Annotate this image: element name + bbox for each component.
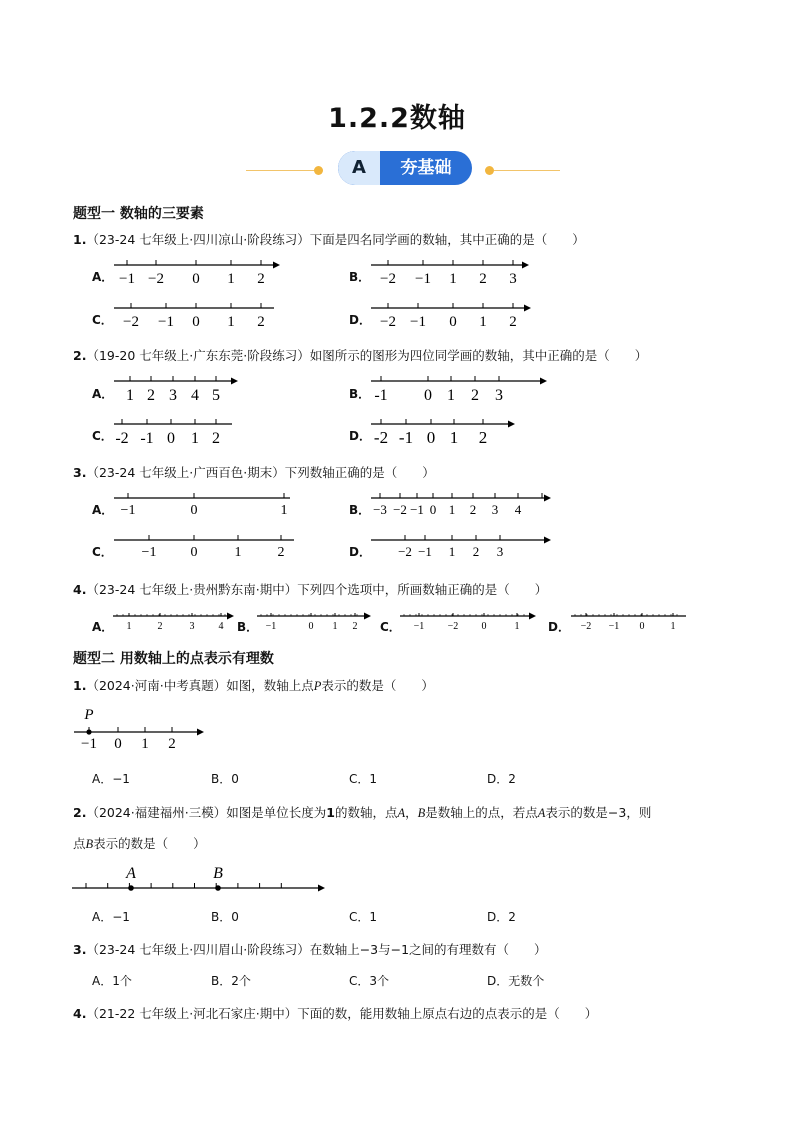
level-badge: [338, 151, 472, 185]
tick-label: 1: [449, 428, 459, 447]
page-title: 1.2.2数轴: [328, 103, 466, 134]
option-label-d: D．: [548, 620, 570, 634]
tick-label: 0: [114, 736, 122, 752]
point-a: [128, 885, 134, 891]
axis-arrowhead: [529, 613, 536, 620]
choice-a: A．−1: [92, 772, 130, 786]
tick-label: −2: [123, 314, 139, 330]
tick-label: -1: [140, 430, 154, 447]
tick-label: 2: [212, 430, 220, 447]
tick-label: −1: [410, 502, 424, 517]
section-heading-1: 题型一 数轴的三要素: [73, 206, 204, 222]
tick-label: −1: [119, 271, 135, 287]
tick-label: −1: [415, 271, 431, 287]
tick-label: −1: [608, 621, 620, 632]
banner-line-left: [246, 170, 316, 171]
tick-label: 3: [491, 502, 499, 517]
option-label-b: B．: [349, 503, 371, 517]
question-text: 在数轴上−3与−1之间的有理数有（ ）: [309, 942, 547, 957]
option-label-a: A．: [92, 503, 114, 517]
question-number: 4.: [73, 582, 87, 597]
choice-c: C．1: [349, 772, 378, 786]
numberline-s1q3-a: [112, 490, 297, 520]
tick-label: 1: [227, 314, 235, 330]
tick-label: −2: [398, 544, 412, 559]
choice-a: A．−1: [92, 910, 130, 924]
numberline-s1q3-b: [369, 490, 554, 520]
numberline-s1q1-c: [112, 300, 282, 330]
question-s2-q2-line2: [73, 834, 206, 852]
point-p: [86, 729, 91, 734]
option-label-c: C．: [92, 545, 113, 559]
option-label-b: B．: [349, 270, 371, 284]
tick-label: −1: [81, 736, 97, 752]
question-text: ，: [405, 805, 418, 820]
tick-label: 2: [257, 314, 265, 330]
numberline-s1q4-b: [256, 610, 376, 634]
tick-label: 1: [449, 271, 457, 287]
tick-label: 4: [191, 387, 199, 404]
tick-label: 1: [191, 430, 199, 447]
axis-arrowhead: [540, 378, 547, 385]
question-text: 下面的数，能用数轴上原点右边的点表示的是（ ）: [297, 1006, 598, 1021]
choice-b: B．0: [211, 772, 239, 786]
choice-c: C．3个: [349, 974, 390, 988]
question-source: （2024·福建福州·三模）: [86, 805, 227, 820]
question-text: 下列数轴正确的是（ ）: [284, 465, 435, 480]
point-label: B: [213, 865, 223, 882]
tick-label: 0: [424, 387, 432, 404]
question-s1-q4: [73, 580, 547, 598]
option-label-a: A．: [92, 270, 114, 284]
question-s2-q2-line1: [73, 803, 651, 821]
numberline-s1q2-b: [369, 373, 551, 405]
tick-label: 1: [141, 736, 149, 752]
question-number: 1.: [73, 232, 87, 247]
axis-arrowhead: [318, 885, 325, 892]
banner-dot-left: [314, 166, 323, 175]
question-text-b: 表示的数是（ ）: [321, 678, 434, 693]
question-s2-q4: [73, 1004, 597, 1022]
badge-label: 夯基础: [400, 158, 452, 178]
tick-label: −2: [393, 502, 407, 517]
tick-label: −1: [141, 545, 157, 560]
question-text: 表示的数是−3，则: [545, 805, 652, 820]
tick-label: −1: [120, 503, 136, 518]
choice-a: A．1个: [92, 974, 132, 988]
tick-label: 2: [472, 544, 480, 559]
question-source: （21-22 七年级上·河北石家庄·期中）: [86, 1006, 298, 1021]
numberline-points-a-b: [70, 862, 330, 898]
tick-label: 1: [280, 503, 288, 518]
question-text: 点: [73, 836, 86, 851]
banner-dot-right: [485, 166, 494, 175]
tick-label: 2: [479, 271, 487, 287]
tick-label: 2: [168, 736, 176, 752]
variable-b: B: [85, 837, 94, 851]
question-source: （23-24 七年级上·广西百色·期末）: [86, 465, 285, 480]
tick-label: −2: [447, 621, 459, 632]
axis-arrowhead: [273, 262, 280, 269]
tick-label: −2: [148, 271, 164, 287]
numberline-s1q2-a: [112, 373, 242, 405]
option-label-b: B．: [349, 387, 371, 401]
tick-label: −2: [380, 271, 396, 287]
numberline-s1q1-d: [369, 300, 539, 330]
tick-label: 4: [218, 621, 224, 632]
tick-label: 2: [478, 428, 488, 447]
tick-label: 5: [212, 387, 220, 404]
question-source: （2024·河南·中考真题）: [86, 678, 227, 693]
tick-label: -2: [373, 428, 389, 447]
tick-label: 3: [189, 621, 195, 632]
tick-label: 0: [190, 545, 198, 560]
question-text: 是数轴上的点，若点: [425, 805, 538, 820]
question-text: 下列四个选项中，所画数轴正确的是（ ）: [297, 582, 548, 597]
choice-d: D．无数个: [487, 974, 545, 988]
tick-label: 3: [496, 544, 504, 559]
tick-label: 1: [514, 621, 520, 632]
tick-label: 0: [429, 502, 437, 517]
tick-label: −1: [418, 544, 432, 559]
tick-label: 1: [448, 502, 456, 517]
tick-label: 1: [332, 621, 338, 632]
tick-label: 1: [227, 271, 235, 287]
question-number: 1.: [73, 678, 87, 693]
variable-b: B: [417, 806, 426, 820]
question-s2-q3: [73, 940, 547, 958]
question-number: 3.: [73, 465, 87, 480]
question-s1-q3: [73, 463, 435, 481]
question-text: 的数轴，点: [334, 805, 398, 820]
unit-length: 1: [326, 805, 335, 820]
tick-label: 1: [234, 545, 242, 560]
question-source: （23-24 七年级上·贵州黔东南·期中）: [86, 582, 298, 597]
numberline-s1q2-c: [112, 416, 237, 448]
choice-d: D．2: [487, 910, 516, 924]
tick-label: 3: [495, 387, 503, 404]
numberline-s1q2-d: [369, 416, 519, 448]
tick-label: 0: [167, 430, 175, 447]
axis-arrowhead: [197, 729, 204, 736]
option-label-d: D．: [349, 429, 371, 443]
tick-label: 2: [147, 387, 155, 404]
tick-label: -1: [374, 387, 388, 404]
tick-label: 1: [447, 387, 455, 404]
tick-label: 1: [126, 387, 134, 404]
option-label-c: C．: [92, 313, 113, 327]
axis-arrowhead: [544, 537, 551, 544]
tick-label: 3: [509, 271, 517, 287]
variable-a: A: [397, 806, 406, 820]
tick-label: 2: [471, 387, 479, 404]
option-label-a: A．: [92, 387, 114, 401]
axis-arrowhead: [508, 421, 515, 428]
question-text: 下面是四名同学画的数轴，其中正确的是（ ）: [309, 232, 585, 247]
point-b: [215, 885, 221, 891]
numberline-s1q3-c: [112, 532, 297, 562]
axis-arrowhead: [522, 262, 529, 269]
tick-label: 1: [448, 544, 456, 559]
tick-label: 3: [169, 387, 177, 404]
section-heading-2: 题型二 用数轴上的点表示有理数: [73, 651, 274, 667]
choice-b: B．0: [211, 910, 239, 924]
banner-line-right: [494, 170, 560, 171]
numberline-s1q4-c: [399, 610, 539, 634]
tick-label: 4: [514, 502, 522, 517]
tick-label: -1: [398, 428, 414, 447]
tick-label: −1: [265, 621, 277, 632]
question-number: 2.: [73, 348, 87, 363]
numberline-s1q4-d: [570, 610, 690, 634]
tick-label: −1: [158, 314, 174, 330]
option-label-c: C．: [92, 429, 113, 443]
axis-arrowhead: [231, 378, 238, 385]
tick-label: 0: [426, 428, 436, 447]
question-source: （19-20 七年级上·广东东莞·阶段练习）: [86, 348, 310, 363]
tick-label: 0: [449, 314, 457, 330]
tick-label: 0: [190, 503, 198, 518]
question-source: （23-24 七年级上·四川眉山·阶段练习）: [86, 942, 310, 957]
axis-arrowhead: [364, 613, 371, 620]
option-label-b: B．: [237, 620, 259, 634]
option-label-c: C．: [380, 620, 401, 634]
tick-label: −2: [380, 314, 396, 330]
tick-label: 2: [277, 545, 285, 560]
tick-label: 1: [670, 621, 676, 632]
tick-label: 0: [308, 621, 314, 632]
question-text: 如图是单位长度为: [226, 805, 327, 820]
axis-arrowhead: [227, 613, 234, 620]
question-text-a: 如图，数轴上点: [226, 678, 314, 693]
numberline-s1q3-d: [369, 532, 554, 562]
numberline-s1q1-a: [112, 257, 282, 287]
option-label-d: D．: [349, 313, 371, 327]
tick-label: −2: [580, 621, 592, 632]
variable-a: A: [537, 806, 546, 820]
tick-label: 0: [192, 314, 200, 330]
tick-label: 0: [639, 621, 645, 632]
tick-label: 1: [479, 314, 487, 330]
option-label-d: D．: [349, 545, 371, 559]
question-number: 2.: [73, 805, 87, 820]
question-text: 如图所示的图形为四位同学画的数轴，其中正确的是（ ）: [309, 348, 648, 363]
tick-label: 2: [469, 502, 477, 517]
question-text: 表示的数是（ ）: [93, 836, 206, 851]
point-label: P: [84, 707, 94, 723]
question-s1-q2: [73, 346, 647, 364]
choice-c: C．1: [349, 910, 378, 924]
choice-b: B．2个: [211, 974, 251, 988]
tick-label: −1: [413, 621, 425, 632]
choice-d: D．2: [487, 772, 516, 786]
axis-arrowhead: [544, 495, 551, 502]
option-label-a: A．: [92, 620, 114, 634]
tick-label: 0: [481, 621, 487, 632]
tick-label: -2: [115, 430, 129, 447]
question-number: 4.: [73, 1006, 87, 1021]
tick-label: −1: [410, 314, 426, 330]
tick-label: 2: [509, 314, 517, 330]
tick-label: 1: [126, 621, 132, 632]
question-number: 3.: [73, 942, 87, 957]
tick-label: 2: [257, 271, 265, 287]
question-s2-q1: [73, 676, 434, 694]
numberline-s1q4-a: [112, 610, 238, 634]
badge-letter: A: [338, 151, 380, 185]
variable-p: P: [313, 679, 322, 693]
question-source: （23-24 七年级上·四川凉山·阶段练习）: [86, 232, 310, 247]
numberline-point-p: [72, 704, 208, 752]
numberline-s1q1-b: [369, 257, 539, 287]
tick-label: 2: [352, 621, 358, 632]
tick-label: 2: [157, 621, 163, 632]
tick-label: −3: [373, 502, 387, 517]
axis-arrowhead: [524, 305, 531, 312]
question-s1-q1: [73, 230, 585, 248]
point-label: A: [126, 865, 136, 882]
tick-label: 0: [192, 271, 200, 287]
